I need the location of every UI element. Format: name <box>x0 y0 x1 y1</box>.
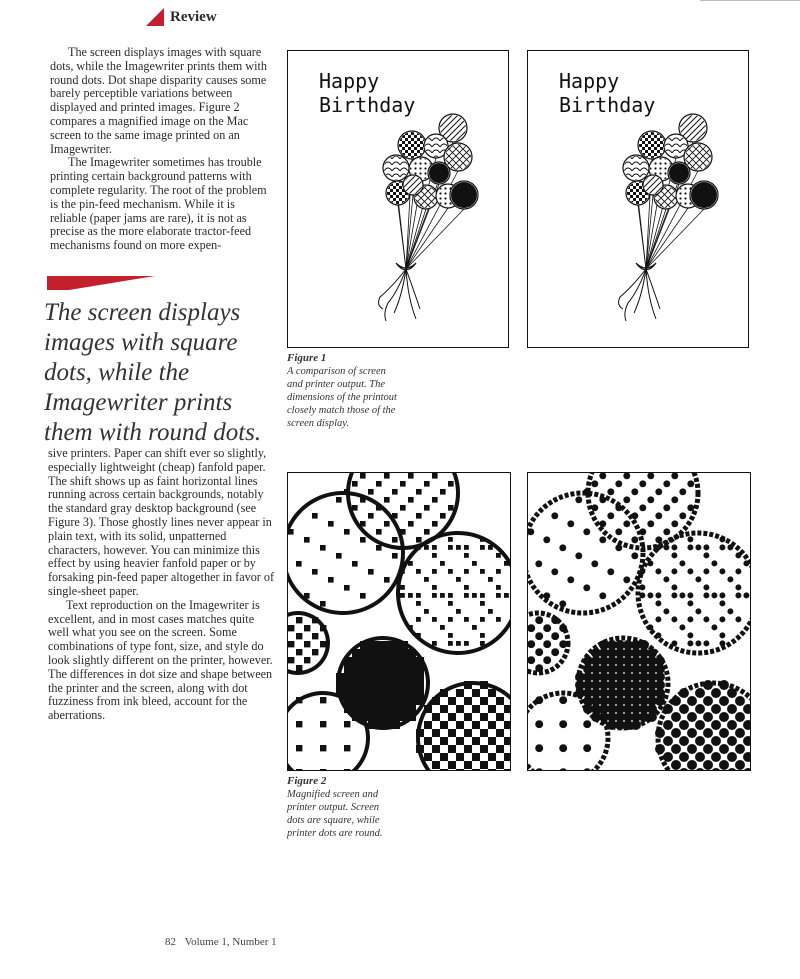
pull-quote-red-bar <box>47 276 155 290</box>
balloon-bouquet-illustration <box>528 51 748 347</box>
card-line-happy: Happy <box>559 69 620 93</box>
pull-quote: The screen displays images with square dots, while the Imagewriter prints them with round dots. <box>44 299 262 446</box>
magnified-printer-dots-illustration <box>528 473 750 770</box>
figure2-screen-magnified <box>287 472 511 771</box>
body-paragraph: sive printers. Paper can shift ever so slightly, especially lightweight (cheap) fanfold paper. The shift shows up as faint horizontal lines running across certain backgrounds, notably the standard gray desktop background (see Figure 3). Those ghostly lines never appear in plain text, with its solid, unpatterned characters, however. You can minimize this effect by using heavier fanfold paper or by forsaking pin-feed paper altogether in favor of single-sheet paper. <box>48 446 275 598</box>
issue-label: Volume 1, Number 1 <box>184 936 277 948</box>
top-rule <box>700 0 800 1</box>
figure1-printed-card <box>527 50 749 348</box>
card-line-birthday: Birthday <box>319 93 416 117</box>
body-paragraph: The screen displays images with square dots, while the Imagewriter prints them with round dots. Dot shape disparity causes some barely perceptible variations between displayed and printed images. Figure 2 compares a magnified image on the Mac screen to the same image printed on an Imagewriter. <box>50 45 267 156</box>
card-line-happy: Happy <box>319 69 380 93</box>
figure2-printer-magnified <box>527 472 751 771</box>
body-paragraph: The Imagewriter sometimes has trouble printing certain background patterns with complete regularity. The root of the problem is the pin-feed mechanism. While it is reliable (paper jams are rare), it is not as precise as the more elaborate tractor-feed mechanisms found on more expen- <box>50 155 267 253</box>
body-paragraph: Text reproduction on the Imagewriter is excellent, and in most cases matches quite well what you see on the screen. Some combinations of type font, size, and style do look slightly different on the printer, however. The differences in dot size and shape between the printer and the screen, along with dot fuzziness from ink bleed, account for the aberrations. <box>48 597 273 723</box>
figure2-caption-title: Figure 2 <box>287 775 327 787</box>
magnified-screen-dots-illustration <box>288 473 510 770</box>
page-number: 82 <box>165 936 176 948</box>
figure1-caption-text: A comparison of screen and printer output. The dimensions of the printout closely match those of the screen display. <box>287 366 397 429</box>
body-column-1 <box>50 46 272 253</box>
section-label: Review <box>170 8 217 25</box>
card-line-birthday: Birthday <box>559 93 656 117</box>
figure1-caption-title: Figure 1 <box>287 352 327 364</box>
figure1-caption <box>287 352 397 430</box>
figure2-caption <box>287 775 397 840</box>
figure2-caption-text: Magnified screen and printer output. Screen dots are square, while printer dots are round. <box>287 789 383 839</box>
figure1-screen-card <box>287 50 509 348</box>
page-footer <box>165 936 283 948</box>
balloon-bouquet-illustration <box>288 51 508 347</box>
section-header <box>146 8 217 26</box>
section-triangle-icon <box>146 8 164 26</box>
body-column-2 <box>48 447 278 723</box>
